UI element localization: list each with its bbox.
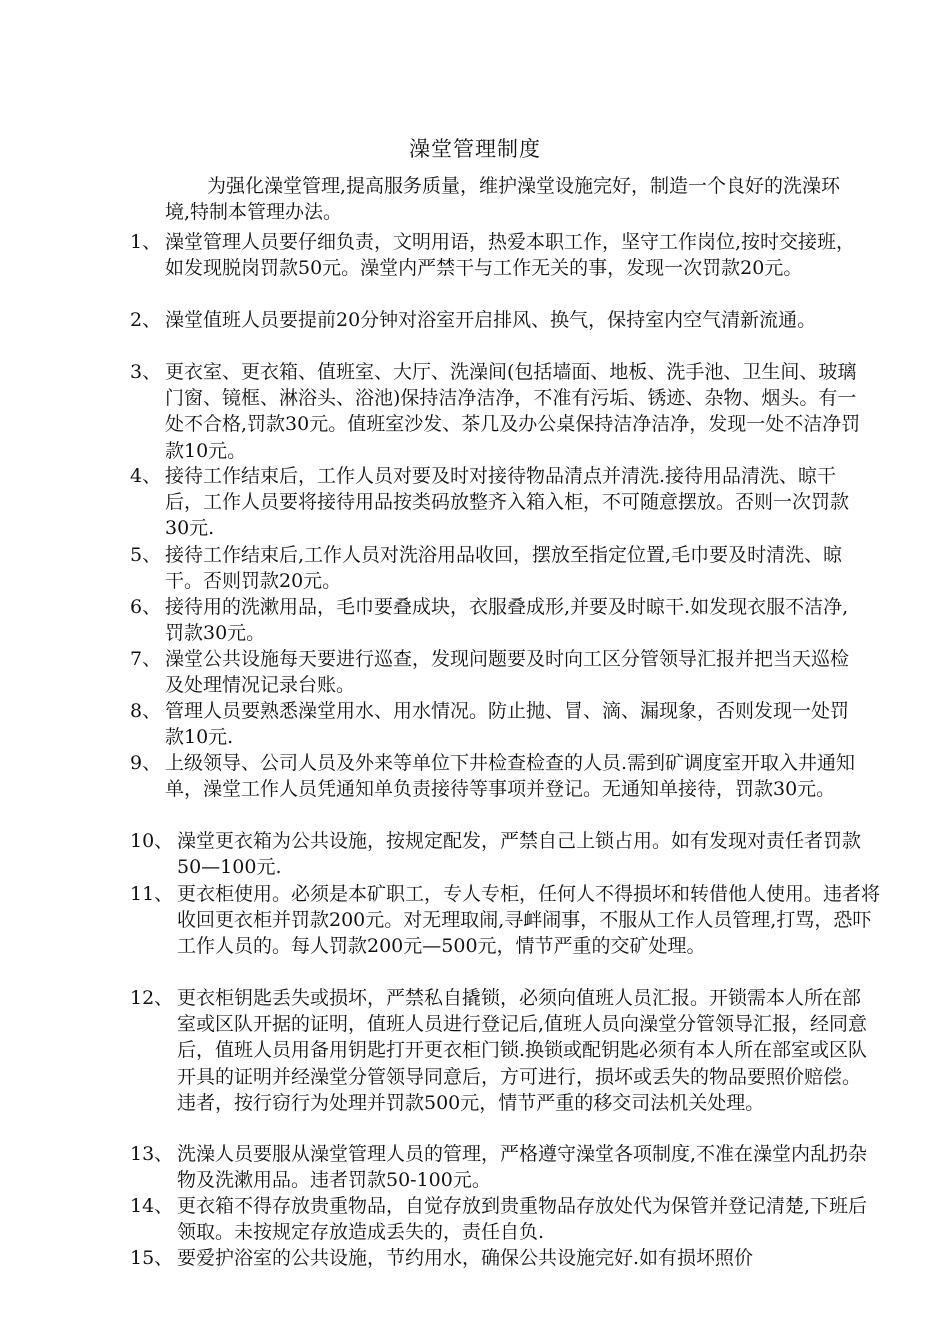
intro-paragraph: 为强化澡堂管理,提高服务质量，维护澡堂设施完好，制造一个良好的洗澡环境,特制本管理办法。 — [165, 175, 841, 223]
item-number: 4、 — [130, 465, 162, 487]
item-text: 澡堂更衣箱为公共设施，按规定配发，严禁自己上锁占用。如有发现对责任者罚款50—100元. — [177, 830, 862, 879]
item-number: 8、 — [130, 700, 162, 722]
item-text: 要爱护浴室的公共设施，节约用水，确保公共设施完好.如有损坏照价 — [177, 1247, 754, 1269]
item-number: 6、 — [130, 596, 162, 618]
item-number: 5、 — [130, 544, 162, 566]
item-text: 澡堂公共设施每天要进行巡查，发现问题要及时向工区分管领导汇报并把当天巡检及处理情况记录台账。 — [165, 648, 850, 697]
item-text: 洗澡人员要服从澡堂管理人员的管理，严格遵守澡堂各项制度,不准在澡堂内乱扔杂物及洗漱用品。违者罚款50-100元。 — [177, 1143, 868, 1192]
item-number: 11、 — [130, 883, 174, 905]
item-number: 9、 — [130, 752, 162, 774]
item-number: 10、 — [130, 830, 174, 852]
item-text: 接待工作结束后，工作人员对要及时对接待物品清点并清洗.接待用品清洗、晾干后，工作人员要将接待用品按类码放整齐入箱入柜，不可随意摆放。否则一次罚款30元. — [165, 465, 850, 540]
item-text: 上级领导、公司人员及外来等单位下井检查检查的人员.需到矿调度室开取入井通知单，澡堂工作人员凭通知单负责接待等事项并登记。无通知单接待，罚款30元。 — [165, 752, 856, 801]
item-text: 澡堂值班人员要提前20分钟对浴室开启排风、换气，保持室内空气清新流通。 — [165, 309, 817, 331]
item-number: 14、 — [130, 1195, 174, 1217]
item-text: 更衣室、更衣箱、值班室、大厅、洗澡间(包括墙面、地板、洗手池、卫生间、玻璃门窗、镜框、淋浴头、浴池)保持洁净洁净，不准有污垢、锈迹、杂物、烟头。有一处不合格,罚款30元。值班室沙发、茶几及办公桌保持洁净洁净，发现一处不洁净罚款10元。 — [165, 361, 861, 462]
item-number: 13、 — [130, 1143, 174, 1165]
page-title: 澡堂管理制度 — [409, 137, 541, 161]
item-text: 澡堂管理人员要仔细负责，文明用语，热爱本职工作，坚守工作岗位,按时交接班，如发现脱岗罚款50元。澡堂内严禁干与工作无关的事，发现一次罚款20元。 — [165, 231, 856, 280]
item-text: 更衣柜使用。必须是本矿职工，专人专柜，任何人不得损坏和转借他人使用。违者将收回更衣柜并罚款200元。对无理取闹,寻衅闹事，不服从工作人员管理,打骂，恐吓工作人员的。每人罚款200元—500元，情节严重的交矿处理。 — [177, 883, 881, 958]
item-text: 管理人员要熟悉澡堂用水、用水情况。防止抛、冒、滴、漏现象，否则发现一处罚款10元. — [165, 700, 850, 749]
item-text: 更衣柜钥匙丢失或损坏，严禁私自撬锁，必须向值班人员汇报。开锁需本人所在部室或区队开据的证明，值班人员进行登记后,值班人员向澡堂分管领导汇报，经同意后，值班人员用备用钥匙打开更衣柜门锁.换锁或配钥匙必须有本人所在部室或区队开具的证明并经澡堂分管领导同意后，方可进行，损坏或丢失的物品要照价赔偿。违者，按行窃行为处理并罚款500元，情节严重的移交司法机关处理。 — [177, 987, 868, 1114]
item-number: 2、 — [130, 309, 162, 331]
item-number: 1、 — [130, 231, 162, 253]
item-number: 3、 — [130, 361, 162, 383]
item-text: 接待用的洗漱用品，毛巾要叠成块，衣服叠成形,并要及时晾干.如发现衣服不洁净,罚款30元。 — [165, 596, 849, 645]
item-number: 15、 — [130, 1247, 174, 1269]
item-text: 接待工作结束后,工作人员对洗浴用品收回，摆放至指定位置,毛巾要及时清洗、晾干。否则罚款20元。 — [165, 544, 843, 593]
item-text: 更衣箱不得存放贵重物品，自觉存放到贵重物品存放处代为保管并登记清楚,下班后领取。未按规定存放造成丢失的，责任自负. — [177, 1195, 868, 1244]
item-number: 7、 — [130, 648, 162, 670]
item-number: 12、 — [130, 987, 174, 1009]
